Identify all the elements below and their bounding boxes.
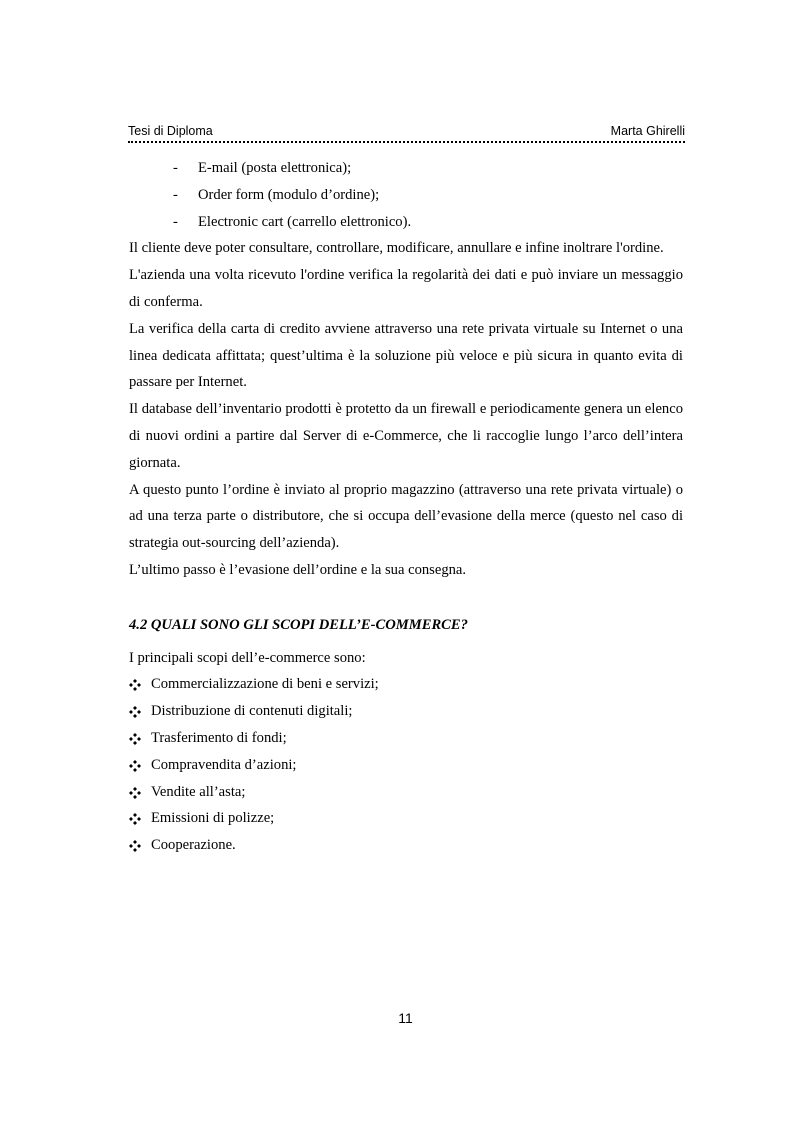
list-item-text: Distribuzione di contenuti digitali; xyxy=(151,703,353,720)
paragraph: Il database dell’inventario prodotti è protetto da un firewall e periodicamente genera un elenco di nuovi ordini a partire dal Server di e-Commerce, che li raccoglie lungo l’arco dell’intera giornata. xyxy=(129,401,683,471)
list-item-text: E-mail (posta elettronica); xyxy=(198,160,352,176)
four-diamond-bullet-icon xyxy=(129,679,141,691)
list-item-text: Emissioni di polizze; xyxy=(151,810,275,827)
list-item xyxy=(129,779,683,806)
four-diamond-bullet-icon xyxy=(129,733,141,745)
list-item-text: Vendite all’asta; xyxy=(151,783,246,800)
list-item-text: Compravendita d’azioni; xyxy=(151,756,297,773)
paragraph: A questo punto l’ordine è inviato al proprio magazzino (attraverso una rete privata virtuale) o ad una terza parte o distributore, che si occupa dell’evasione della merce (questo nel caso di strategia out-sourcing dell’azienda). xyxy=(129,481,683,552)
list-item xyxy=(129,752,683,779)
paragraph: La verifica della carta di credito avviene attraverso una rete privata virtuale su Internet o una linea dedicata affittata; quest’ultima è la soluzione più veloce e più sicura in quanto evita di passare per Internet. xyxy=(129,320,683,391)
list-item-text: Electronic cart (carrello elettronico). xyxy=(198,213,412,230)
list-item-text: Commercializzazione di beni e servizi; xyxy=(151,676,379,693)
four-diamond-bullet-icon xyxy=(129,840,141,852)
dash-list xyxy=(129,155,683,235)
list-item-text: Order form (modulo d’ordine); xyxy=(198,186,380,203)
four-diamond-bullet-icon xyxy=(129,760,141,772)
header-author: Marta Ghirelli xyxy=(610,124,685,138)
page-header xyxy=(128,123,685,143)
paragraph: L'azienda una volta ricevuto l'ordine verifica la regolarità dei dati e può inviare un messaggio di conferma. xyxy=(129,267,683,310)
header-left-title: Tesi di Diploma xyxy=(128,124,213,138)
four-diamond-bullet-icon xyxy=(129,813,141,825)
list-item xyxy=(129,671,683,698)
four-diamond-bullet-icon xyxy=(129,787,141,799)
list-item xyxy=(129,725,683,752)
list-item xyxy=(129,182,683,209)
four-diamond-bullet-icon xyxy=(129,706,141,718)
section-heading: 4.2 QUALI SONO GLI SCOPI DELL’E-COMMERCE? xyxy=(129,616,468,633)
paragraph: Il cliente deve poter consultare, controllare, modificare, annullare e infine inoltrare l'ordine. xyxy=(129,240,664,257)
body-text xyxy=(129,155,683,859)
section-intro: I principali scopi dell’e-commerce sono: xyxy=(129,649,366,666)
page-number: 11 xyxy=(398,1010,413,1026)
dash-bullet: - xyxy=(173,160,178,176)
diamond-bullet-list xyxy=(129,671,683,859)
list-item-text: Trasferimento di fondi; xyxy=(151,729,287,746)
list-item xyxy=(129,832,683,859)
list-item xyxy=(129,698,683,725)
paragraph: L’ultimo passo è l’evasione dell’ordine e la sua consegna. xyxy=(129,561,467,578)
list-item xyxy=(129,805,683,832)
list-item-text: Cooperazione. xyxy=(151,837,236,854)
list-item xyxy=(129,155,683,182)
list-item xyxy=(129,209,683,236)
dash-bullet: - xyxy=(173,213,178,230)
header-dotted-rule xyxy=(128,141,685,143)
dash-bullet: - xyxy=(173,186,178,203)
